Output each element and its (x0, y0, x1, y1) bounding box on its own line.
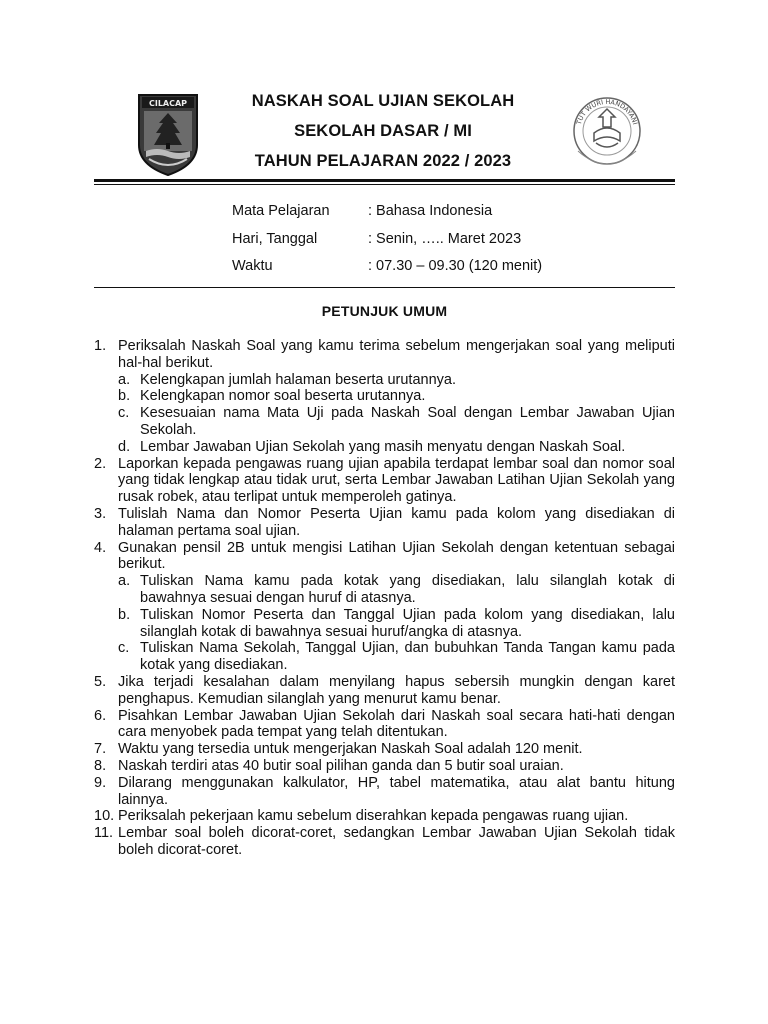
info-value-time: : 07.30 – 09.30 (120 menit) (368, 258, 543, 274)
logo-left-banner: CILACAP (148, 99, 188, 108)
item-number: 9. (94, 774, 107, 791)
instruction-item (94, 506, 675, 540)
sub-text: Kelengkapan jumlah halaman beserta urutannya. (140, 371, 456, 388)
cilacap-regency-logo (137, 93, 199, 177)
item-text: Jika terjadi kesalahan dalam menyilang hapus sebersih mungkin dengan karet penghapus. Kemudian silanglah yang menurut kamu benar. (118, 673, 675, 707)
info-value-subject: : Bahasa Indonesia (368, 203, 493, 219)
sub-list (118, 372, 675, 456)
sub-text: Kelengkapan nomor soal beserta urutannya. (140, 388, 426, 405)
item-number: 2. (94, 455, 107, 472)
exam-info-row (232, 228, 542, 256)
item-number: 5. (94, 673, 107, 690)
sub-item (118, 640, 675, 674)
header-divider-thin (94, 184, 675, 185)
title-line-2: SEKOLAH DASAR / MI (294, 122, 472, 140)
item-text: Dilarang menggunakan kalkulator, HP, tabel matematika, atau alat bantu hitung lainnya. (118, 774, 675, 808)
instruction-item (94, 338, 675, 456)
sub-list (118, 573, 675, 674)
item-text: Waktu yang tersedia untuk mengerjakan Naskah Soal adalah 120 menit. (118, 741, 583, 758)
instruction-item (94, 674, 675, 708)
item-text: Tulislah Nama dan Nomor Peserta Ujian kamu pada kolom yang disediakan di halaman pertama soal ujian. (118, 505, 675, 539)
exam-info (232, 200, 542, 283)
sub-letter: a. (118, 573, 131, 590)
sub-letter: b. (118, 388, 131, 405)
item-number: 8. (94, 757, 107, 774)
sub-text: Lembar Jawaban Ujian Sekolah yang masih menyatu dengan Naskah Soal. (140, 438, 626, 455)
exam-info-row (232, 255, 542, 283)
sub-letter: a. (118, 371, 131, 388)
section-title: PETUNJUK UMUM (321, 303, 448, 319)
item-text: Naskah terdiri atas 40 butir soal pilihan ganda dan 5 butir soal uraian. (118, 757, 564, 774)
logo-right-motto: TUT WURI HANDAYANI (574, 97, 640, 126)
info-label-date: Hari, Tanggal (232, 230, 318, 247)
sub-text: Tuliskan Nomor Peserta dan Tanggal Ujian pada kolom yang disediakan, lalu silanglah kotak di bawahnya sesuai huruf/angka di atasnya. (140, 606, 675, 640)
sub-letter: b. (118, 606, 131, 623)
sub-letter: c. (118, 405, 130, 422)
item-number: 3. (94, 505, 107, 522)
sub-text: Tuliskan Nama kamu pada kotak yang disediakan, lalu silanglah kotak di bawahnya sesuai dengan huruf di atasnya. (140, 573, 675, 606)
sub-text: Kesesuaian nama Mata Uji pada Naskah Soal dengan Lembar Jawaban Ujian Sekolah. (140, 405, 675, 438)
title-line-1: NASKAH SOAL UJIAN SEKOLAH (251, 92, 515, 110)
instruction-item (94, 456, 675, 506)
item-text: Periksalah Naskah Soal yang kamu terima sebelum mengerjakan soal yang meliputi hal-hal berikut. (118, 338, 675, 371)
item-number: 1. (94, 338, 107, 354)
item-text: Periksalah pekerjaan kamu sebelum diserahkan kepada pengawas ruang ujian. (118, 808, 629, 825)
item-number: 10. (94, 808, 115, 825)
instruction-item (94, 540, 675, 674)
sub-letter: d. (118, 438, 131, 455)
section-divider (94, 287, 675, 288)
sub-text: Tuliskan Nama Sekolah, Tanggal Ujian, dan bubuhkan Tanda Tangan kamu pada kotak yang disediakan. (140, 640, 675, 674)
item-number: 6. (94, 707, 107, 724)
instruction-item (94, 708, 675, 742)
instruction-item (94, 741, 675, 758)
item-number: 11. (94, 825, 114, 842)
sub-item (118, 439, 675, 456)
sub-item (118, 405, 675, 439)
item-text: Pisahkan Lembar Jawaban Ujian Sekolah dari Naskah soal secara hati-hati dengan cara menyobek pada tempat yang telah ditentukan. (118, 707, 675, 741)
info-label-time: Waktu (232, 258, 273, 274)
item-text: Laporkan kepada pengawas ruang ujian apabila terdapat lembar soal dan nomor soal yang tidak lengkap atau tidak urut, serta Lembar Jawaban Latihan Ujian Sekolah yang rusak robek, atau terlipat untuk memperoleh gatinya. (118, 455, 675, 506)
info-value-date: : Senin, ….. Maret 2023 (368, 230, 522, 247)
item-text: Lembar soal boleh dicorat-coret, sedangkan Lembar Jawaban Ujian Sekolah tidak boleh dicorat-coret. (118, 825, 675, 858)
item-text: Gunakan pensil 2B untuk mengisi Latihan Ujian Sekolah dengan ketentuan sebagai berikut. (118, 539, 675, 573)
sub-letter: c. (118, 640, 130, 657)
instruction-list (94, 338, 675, 859)
item-number: 7. (94, 741, 107, 758)
instruction-item (94, 825, 675, 859)
sub-item (118, 573, 675, 607)
instruction-item (94, 808, 675, 825)
instruction-item (94, 775, 675, 809)
instruction-item (94, 758, 675, 775)
sub-item (118, 607, 675, 641)
document-title-block (200, 86, 566, 176)
header-divider-thick (94, 179, 675, 182)
exam-info-row (232, 200, 542, 228)
info-label-subject: Mata Pelajaran (232, 203, 330, 219)
title-line-3: TAHUN PELAJARAN 2022 / 2023 (254, 152, 512, 170)
sub-item (118, 388, 675, 405)
item-number: 4. (94, 539, 107, 556)
sub-item (118, 372, 675, 389)
tut-wuri-handayani-logo (566, 93, 648, 173)
